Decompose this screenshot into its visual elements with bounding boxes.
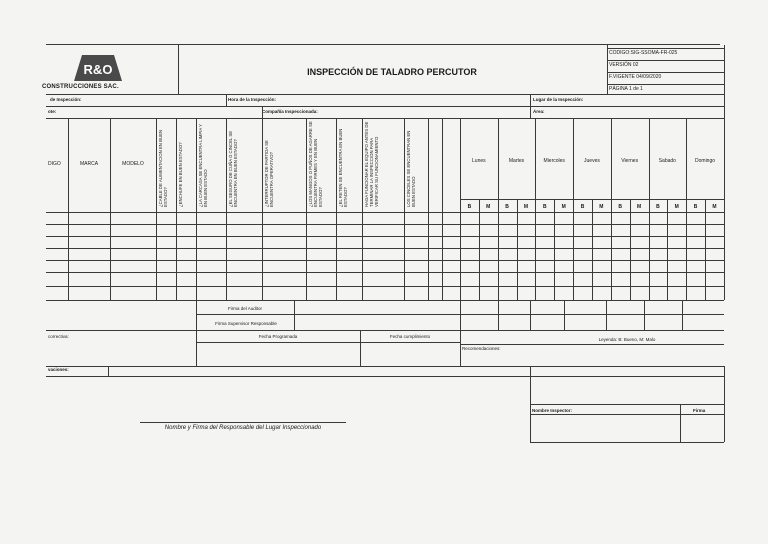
- hora-label: Hora de la Inspección:: [228, 97, 277, 102]
- day-sub-b: B: [693, 204, 698, 210]
- fecha-label: de Inspección:: [50, 97, 82, 102]
- check-header-3: ¿LA CARCASA SE ENCUENTRA LIMPIA Y EN BUEN ESTADO: [198, 124, 208, 207]
- day-header-viernes: Viernes: [621, 158, 639, 164]
- check-header-9: LOS CINCELES SE ENCUENTRAN EN BUEN ESTADO: [406, 130, 416, 207]
- doc-page: PÁGINA 1 de 1: [609, 86, 643, 92]
- check-header-2: ¿ENCHUFE EN BUEN ESTADO?: [178, 142, 183, 207]
- day-sub-m: M: [712, 204, 717, 210]
- day-sub-m: M: [486, 204, 491, 210]
- col-modelo: MODELO: [122, 161, 144, 167]
- doc-version: VERSIÓN 02: [609, 62, 639, 68]
- responsable-signature-label: Nombre y Firma del Responsable del Lugar Inspeccionado: [164, 425, 322, 431]
- recomendaciones-label: Recomendaciones:: [462, 346, 501, 351]
- fecha-programada-label: Fecha Programada: [258, 334, 298, 339]
- day-header-jueves: Jueves: [584, 158, 600, 164]
- logo-text: R&O: [83, 62, 113, 77]
- check-header-4: ¿EL SEGURO DE CUÑA O CINCEL SE ENCUENTRA EN BUEN ESTADO?: [228, 130, 238, 207]
- day-sub-m: M: [636, 204, 642, 210]
- company-logo: [68, 54, 128, 82]
- day-sub-m: M: [561, 204, 566, 210]
- company-name: CONSTRUCCIONES SAC.: [42, 84, 119, 90]
- firma-label: Firma: [693, 408, 706, 413]
- doc-vigente: F.VIGENTE 04/09/2020: [609, 74, 662, 80]
- page-title: INSPECCIÓN DE TALADRO PERCUTOR: [307, 67, 477, 77]
- lugar-label: Lugar de la Inspección:: [533, 97, 584, 102]
- day-header-domingo: Domingo: [695, 158, 716, 164]
- observaciones-label: vaciones:: [48, 367, 69, 372]
- day-header-miercoles: Miercoles: [543, 158, 565, 164]
- check-header-6: ¿LOS MANGOS O PUÑOS DE AGARRE SE ENCUENTRA FIRMES Y EN BUEN ESTADO?: [308, 121, 323, 207]
- day-sub-b: B: [580, 204, 585, 210]
- firma-supervisor-label: Firma Supervisor Responsable: [215, 321, 277, 326]
- lote-label: ote:: [48, 109, 57, 114]
- nombre-inspector-label: Nombre Inspector:: [532, 408, 573, 413]
- day-header-lunes: Lunes: [472, 158, 486, 164]
- day-header-martes: Martes: [508, 158, 525, 164]
- check-header-1: ¿CABLE DE ALIMENTACION EN BUEN ESTADO?: [158, 129, 168, 207]
- day-header-sabado: Sabado: [658, 158, 676, 164]
- check-header-8: HAGA FUNCIONAR EL EQUIPO ANTES DE TERMINAR LA INSPECCION PARA VERIFICAR SU FUNCIONAMIENTO: [364, 121, 379, 207]
- day-sub-m: M: [599, 204, 604, 210]
- fecha-cumplimiento-label: Fecha cumplimiento: [389, 334, 431, 339]
- check-header-7: ¿EL RETEN SE ENCUENTRA EN BUEN ESTADO?: [338, 128, 348, 207]
- day-sub-b: B: [618, 204, 623, 210]
- day-sub-m: M: [523, 204, 529, 210]
- compania-label: Compañía Inspeccionada:: [262, 109, 318, 114]
- day-sub-b: B: [467, 204, 472, 210]
- area-label: Área:: [533, 109, 545, 114]
- col-marca: MARCA: [79, 161, 99, 167]
- col-codigo: DIGO: [48, 161, 61, 167]
- firma-auditor-label: Firma del Auditor: [227, 306, 262, 311]
- day-sub-b: B: [656, 204, 660, 210]
- doc-code: CODIGO:SIG-SSOMA-FR-025: [609, 50, 678, 56]
- day-sub-b: B: [543, 204, 547, 210]
- correctiva-label: correctiva:: [48, 334, 69, 339]
- day-sub-m: M: [674, 204, 679, 210]
- check-header-5: ¿INTERRUPTOR DE PARTIDA SE ENCUENTRA OPERATIVO?: [264, 140, 274, 207]
- day-sub-b: B: [505, 204, 509, 210]
- leyenda-label: Leyenda: B: Bueno, M: Malo: [598, 337, 656, 342]
